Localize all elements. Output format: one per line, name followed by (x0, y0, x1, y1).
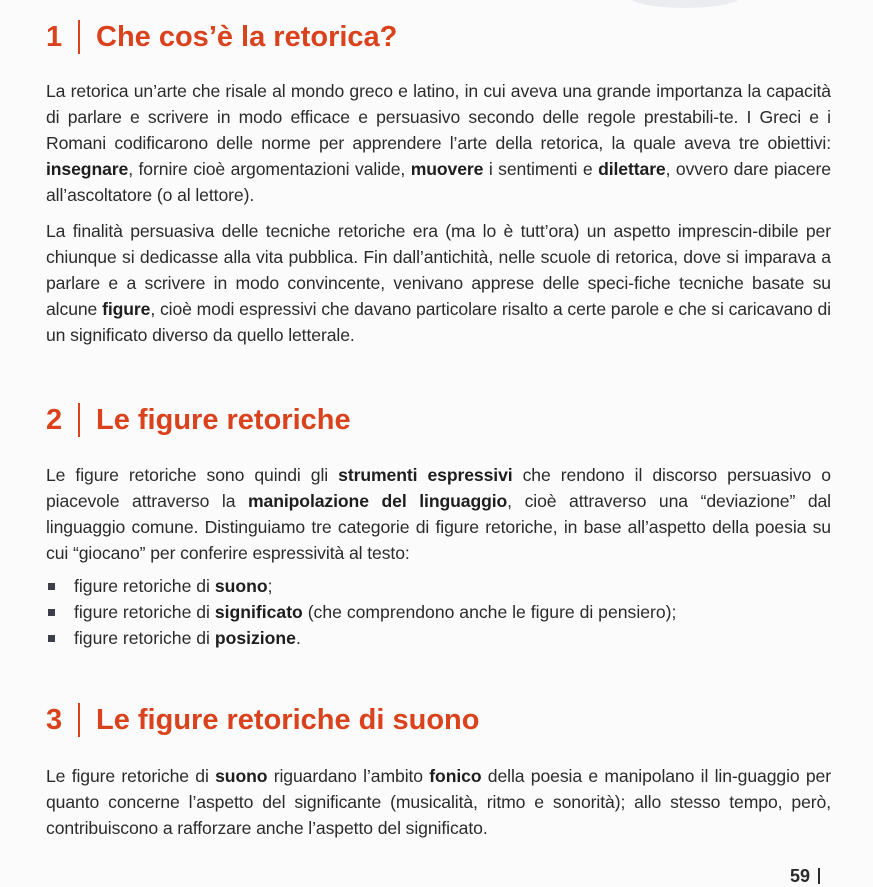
heading-divider (78, 403, 80, 437)
section-3-paragraph: Le figure retoriche di suono riguardano l’ambito fonico della poesia e manipolano il lin-guaggio per quanto concerne l’aspetto del significante (musicalità, ritmo e sonorità); allo stesso tempo, però, contribuiscono a rafforzare anche l’aspetto del significato. (46, 766, 832, 838)
keyword: manipolazione del linguaggio (248, 491, 508, 511)
heading-divider (78, 20, 80, 54)
keyword: figure (102, 299, 151, 319)
keyword: dilettare (598, 159, 666, 179)
list-item: figure retoriche di suono; (46, 573, 676, 599)
keyword: insegnare (46, 159, 129, 179)
section-3-heading (46, 703, 480, 737)
section-2-number: 2 (46, 403, 63, 436)
decorative-shadow (630, 0, 740, 8)
page-number: 59 (790, 866, 820, 887)
keyword: muovere (410, 159, 484, 179)
section-3-title: Le figure retoriche di suono (96, 703, 480, 736)
section-3-number: 3 (46, 703, 63, 736)
keyword: fonico (429, 766, 482, 786)
section-1-paragraph-2: La finalità persuasiva delle tecniche retoriche era (ma lo è tutt’ora) un aspetto imprescin-dibile per chiunque si dedicasse alla vita pubblica. Fin dall’antichità, nelle scuole di retorica, dove si imparava a parlare e a scrivere in modo convincente, venivano apprese delle speci-fiche tecniche basate su alcune figure, cioè modi espressivi che davano particolare risalto a certe parole e che si caricavano di un significato diverso da quello letterale. (46, 221, 831, 345)
keyword: strumenti espressivi (338, 465, 513, 485)
section-1-heading (46, 20, 397, 54)
section-1-number: 1 (46, 20, 63, 53)
list-item: figure retoriche di significato (che comprendono anche le figure di pensiero); (46, 599, 676, 625)
section-2-title: Le figure retoriche (96, 403, 351, 436)
section-1-title: Che cos’è la retorica? (96, 20, 398, 53)
heading-divider (78, 703, 80, 737)
figure-categories-list (46, 573, 676, 651)
section-1-paragraph-1: La retorica un’arte che risale al mondo greco e latino, in cui aveva una grande importanza la capacità di parlare e scrivere in modo efficace e persuasivo secondo delle regole prestabili-te. I Greci e i Romani codificarono delle norme per apprendere l’arte della retorica, la quale aveva tre obiettivi: insegnare, fornire cioè argomentazioni valide, muovere i sentimenti e dilettare, ovvero dare piacere all’ascoltatore (o al lettore). (46, 81, 831, 205)
list-item: figure retoriche di posizione. (46, 625, 676, 651)
section-2-heading (46, 403, 351, 437)
section-2-paragraph: Le figure retoriche sono quindi gli strumenti espressivi che rendono il discorso persuasivo o piacevole attraverso la manipolazione del linguaggio, cioè attraverso una “deviazione” dal linguaggio comune. Distinguiamo tre categorie di figure retoriche, in base all’aspetto della poesia su cui “giocano” per conferire espressività al testo: (46, 465, 831, 563)
keyword: suono (215, 766, 268, 786)
page-number-divider (818, 868, 820, 884)
